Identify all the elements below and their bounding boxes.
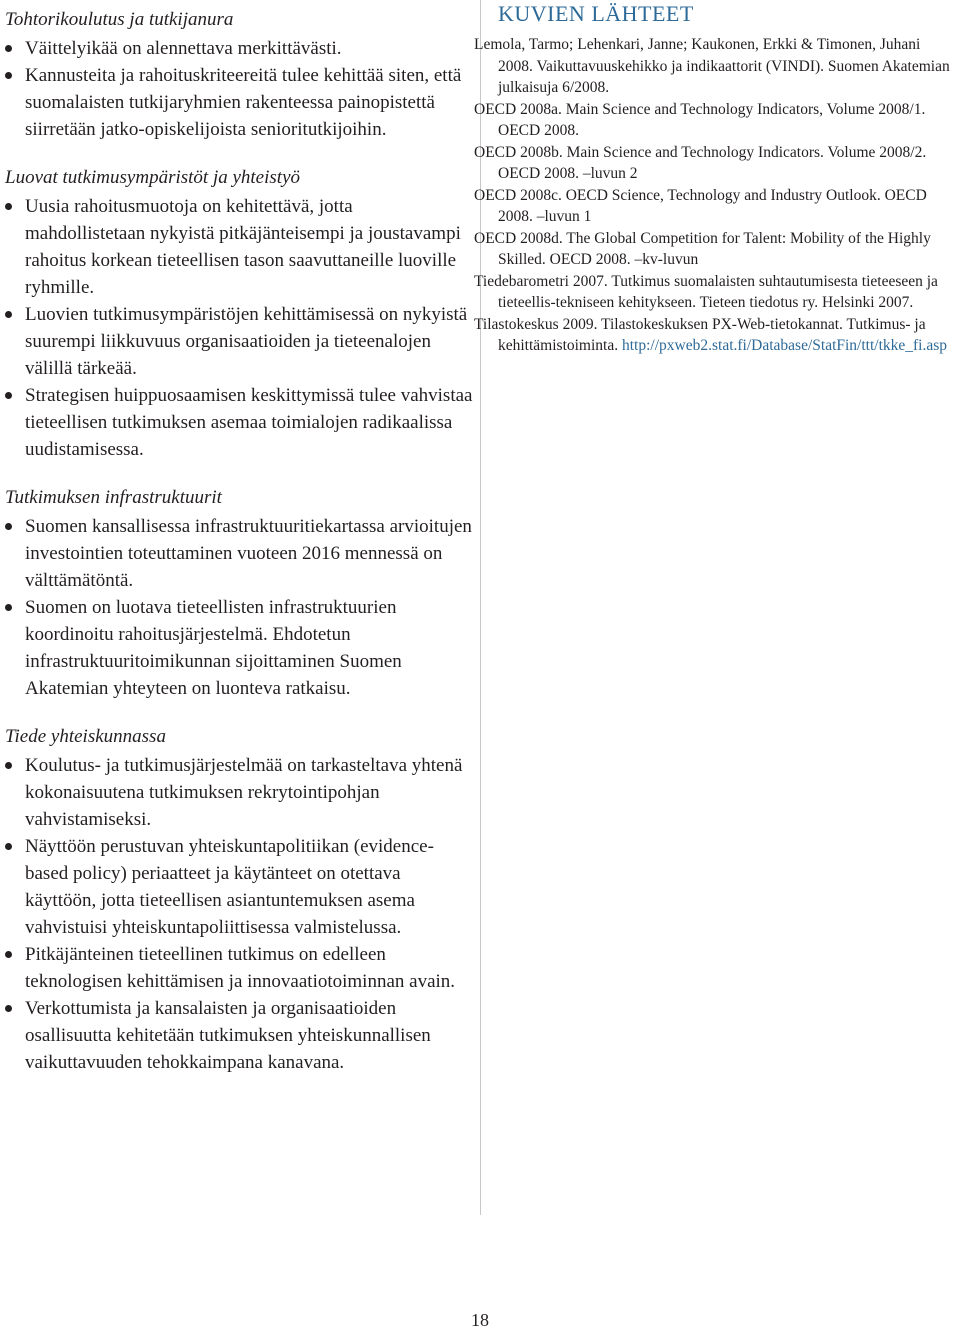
bullet-item: Strategisen huippuosaamisen keskittymissä tulee vahvistaa tieteellisen tutkimuksen asemaa toimialojen radikaalissa uudistamisessa. [5,382,475,463]
bullet-list [5,752,475,1076]
bullet-item: Kannusteita ja rahoituskriteereitä tulee kehittää siten, että suomalaisten tutkijaryhmien rakenteessa painopistettä siirretään jatko-opiskelijoista senioritutkijoihin. [5,62,475,143]
references-column [474,0,953,357]
reference-entry [474,185,953,228]
reference-text: OECD 2008d. The Global Competition for Talent: Mobility of the Highly Skilled. OECD 2008. –kv-luvun [474,229,931,268]
references-heading: KUVIEN LÄHTEET [498,1,694,26]
bullet-item: Näyttöön perustuvan yhteiskuntapolitiikan (evidence-based policy) periaatteet ja käytänteet on otettava käyttöön, jotta tieteellisen asiantuntemuksen asema vahvistuisi yhteiskuntapoliittisessa valmistelussa. [5,833,475,941]
section [5,6,475,143]
bullet-item: Verkottumista ja kansalaisten ja organisaatioiden osallisuutta kehitetään tutkimuksen yhteiskunnallisen vaikuttavuuden tehokkaimpana kanavana. [5,995,475,1076]
reference-text: Tilastokeskus 2009. Tilastokeskuksen PX-Web-tietokannat. Tutkimus- ja kehittämistoiminta. [474,315,926,354]
bullet-item: Väittelyikää on alennettava merkittävästi. [5,35,475,62]
section-heading: Tutkimuksen infrastruktuurit [5,487,222,508]
references-list [474,34,953,357]
reference-entry [474,99,953,142]
section [5,723,475,1076]
reference-entry [474,314,953,357]
reference-entry [474,34,953,99]
bullet-item: Luovien tutkimusympäristöjen kehittämisessä on nykyistä suurempi liikkuvuus organisaatioiden ja tieteenalojen välillä tärkeää. [5,301,475,382]
bullet-list [5,35,475,143]
section-heading: Tiede yhteiskunnassa [5,726,166,747]
section-heading: Luovat tutkimusympäristöt ja yhteistyö [5,167,301,188]
reference-link[interactable]: http://pxweb2.stat.fi/Database/StatFin/ttt/tkke_fi.asp [622,337,948,354]
bullet-item: Suomen kansallisessa infrastruktuuritiekartassa arvioitujen investointien toteuttaminen vuoteen 2016 mennessä on välttämätöntä. [5,513,475,594]
reference-entry [474,271,953,314]
main-text-column [5,6,475,1097]
page-number: 18 [471,1310,489,1330]
bullet-list [5,193,475,463]
reference-text: OECD 2008a. Main Science and Technology Indicators, Volume 2008/1. OECD 2008. [474,100,926,139]
bullet-item: Pitkäjänteinen tieteellinen tutkimus on edelleen teknologisen kehittämisen ja innovaatiotoiminnan avain. [5,941,475,995]
reference-entry [474,228,953,271]
bullet-item: Suomen on luotava tieteellisten infrastruktuurien koordinoitu rahoitusjärjestelmä. Ehdotetun infrastruktuuritoimikunnan sijoittaminen Suomen Akatemian yhteyteen on luonteva ratkaisu. [5,594,475,702]
section [5,164,475,463]
reference-entry [474,142,953,185]
reference-text: OECD 2008c. OECD Science, Technology and Industry Outlook. OECD 2008. –luvun 1 [474,186,927,225]
reference-text: Lemola, Tarmo; Lehenkari, Janne; Kaukonen, Erkki & Timonen, Juhani 2008. Vaikuttavuuskehikko ja indikaattorit (VINDI). Suomen Akatemian julkaisuja 6/2008. [474,36,950,96]
bullet-item: Koulutus- ja tutkimusjärjestelmää on tarkasteltava yhtenä kokonaisuutena tutkimuksen rekrytointipohjan vahvistamiseksi. [5,752,475,833]
column-divider [480,0,481,1215]
reference-text: OECD 2008b. Main Science and Technology Indicators. Volume 2008/2. OECD 2008. –luvun 2 [474,143,927,182]
section [5,484,475,702]
reference-text: Tiedebarometri 2007. Tutkimus suomalaisten suhtautumisesta tieteeseen ja tieteellis-tekniseen kehitykseen. Tieteen tiedotus ry. Helsinki 2007. [474,272,938,311]
section-heading: Tohtorikoulutus ja tutkijanura [5,9,234,30]
bullet-list [5,513,475,702]
bullet-item: Uusia rahoitusmuotoja on kehitettävä, jotta mahdollistetaan nykyistä pitkäjänteisempi ja joustavampi rahoitus korkean tieteellisen tason saavuttaneille luoville ryhmille. [5,193,475,301]
